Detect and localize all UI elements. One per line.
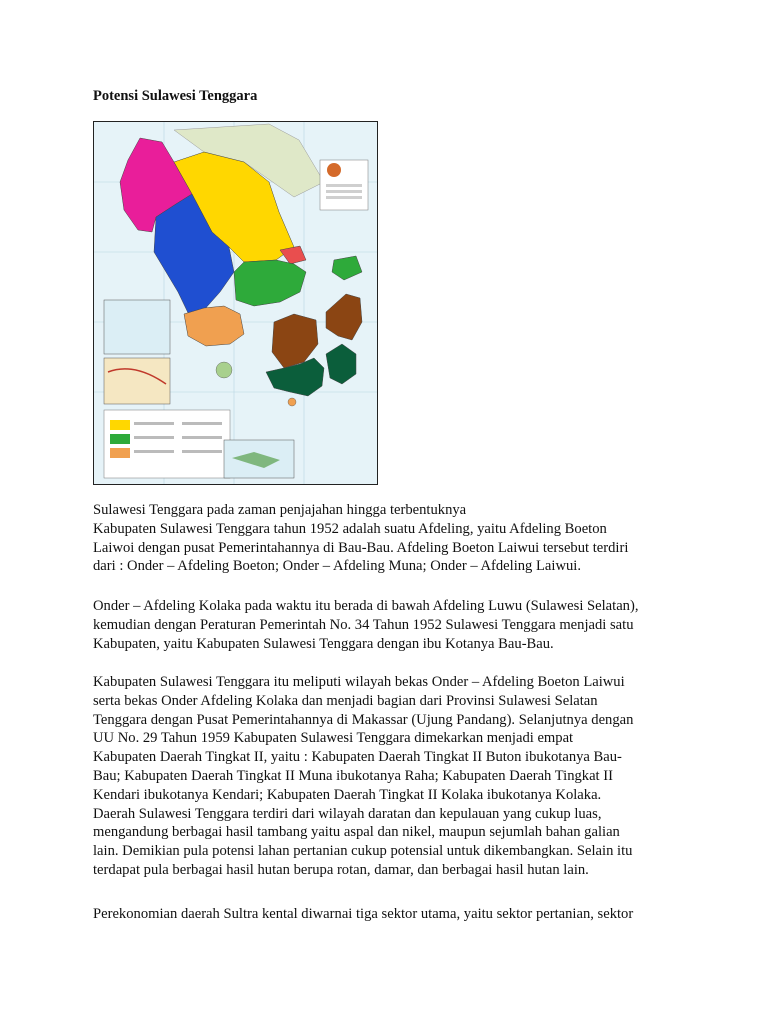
map-illustration [94,122,377,484]
text-line: UU No. 29 Tahun 1959 Kabupaten Sulawesi Tenggara dimekarkan menjadi empat [93,730,574,747]
text-line: Onder – Afdeling Kolaka pada waktu itu berada di bawah Afdeling Luwu (Sulawesi Selatan), [93,598,639,614]
text-line: kemudian dengan Peraturan Pemerintah No. 34 Tahun 1952 Sulawesi Tenggara menjadi satu [93,616,634,633]
text-line: Bau; Kabupaten Daerah Tingkat II Muna ibukotanya Raha; Kabupaten Daerah Tingkat II [93,767,613,784]
text-line: serta bekas Onder Afdeling Kolaka dan menjadi bagian dari Provinsi Sulawesi Selatan [93,692,598,709]
text-line: Kendari ibukotanya Kendari; Kabupaten Daerah Tingkat II Kolaka ibukotanya Kolaka. [93,786,602,803]
map-image [93,121,378,485]
text-line: Sulawesi Tenggara pada zaman penjajahan hingga terbentuknya [93,502,467,518]
text-line: Laiwoi dengan pusat Pemerintahannya di Bau-Bau. Afdeling Boeton Laiwui tersebut terdiri [93,539,629,556]
document-title: Potensi Sulawesi Tenggara [93,88,258,104]
text-line: Kabupaten Sulawesi Tenggara itu meliputi wilayah bekas Onder – Afdeling Boeton Laiwui [93,674,625,690]
paragraph-2 [93,597,693,653]
paragraph-4 [93,905,693,924]
text-line: mengandung berbagai hasil tambang yaitu aspal dan nikel, maupun sejumlah bahan galian [93,824,620,841]
text-line: lain. Demikian pula potensi lahan pertanian cukup potensial untuk dikembangkan. Selain itu [93,843,633,860]
text-line: Kabupaten, yaitu Kabupaten Sulawesi Tenggara dengan ibu Kotanya Bau-Bau. [93,635,554,652]
paragraph-3 [93,673,693,880]
text-line: terdapat pula berbagai hasil hutan berupa rotan, damar, dan berbagai hasil hutan lain. [93,861,589,878]
text-line: Kabupaten Sulawesi Tenggara tahun 1952 adalah suatu Afdeling, yaitu Afdeling Boeton [93,520,607,537]
text-line: Tenggara dengan Pusat Pemerintahannya di Makassar (Ujung Pandang). Selanjutnya dengan [93,711,634,728]
text-line: Kabupaten Daerah Tingkat II, yaitu : Kabupaten Daerah Tingkat II Buton ibukotanya Bau- [93,749,622,766]
paragraph-1 [93,501,693,576]
text-line: Daerah Sulawesi Tenggara terdiri dari wilayah daratan dan kepulauan yang cukup luas, [93,805,602,822]
text-line: Perekonomian daerah Sultra kental diwarnai tiga sektor utama, yaitu sektor pertanian, sektor [93,906,634,922]
text-line: dari : Onder – Afdeling Boeton; Onder – Afdeling Muna; Onder – Afdeling Laiwui. [93,558,581,575]
